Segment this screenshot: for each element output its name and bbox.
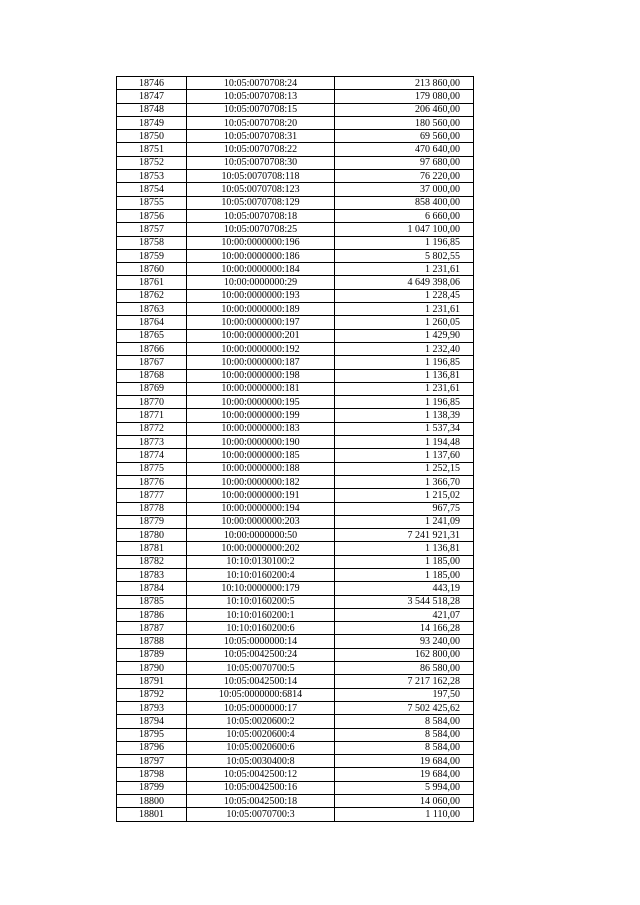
amount-cell: 1 047 100,00 [335,223,474,236]
cadastral-code-cell: 10:00:0000000:198 [187,369,335,382]
cadastral-code-cell: 10:00:0000000:196 [187,236,335,249]
row-number-cell: 18797 [117,755,187,768]
cadastral-code-cell: 10:10:0160200:6 [187,622,335,635]
amount-cell: 1 196,85 [335,396,474,409]
row-number-cell: 18747 [117,90,187,103]
amount-cell: 4 649 398,06 [335,276,474,289]
table-row [117,715,474,728]
table-row [117,755,474,768]
cadastral-code-cell: 10:05:0020600:6 [187,741,335,754]
cadastral-code-cell: 10:10:0130100:2 [187,555,335,568]
amount-cell: 443,19 [335,582,474,595]
table-row [117,502,474,515]
row-number-cell: 18753 [117,170,187,183]
row-number-cell: 18794 [117,715,187,728]
cadastral-code-cell: 10:00:0000000:182 [187,475,335,488]
table-row [117,489,474,502]
cadastral-code-cell: 10:05:0042500:18 [187,795,335,808]
cadastral-code-cell: 10:00:0000000:189 [187,303,335,316]
cadastral-code-cell: 10:05:0070708:30 [187,156,335,169]
amount-cell: 967,75 [335,502,474,515]
table-row [117,316,474,329]
amount-cell: 7 502 425,62 [335,701,474,714]
row-number-cell: 18786 [117,608,187,621]
row-number-cell: 18761 [117,276,187,289]
row-number-cell: 18762 [117,289,187,302]
table-row [117,635,474,648]
row-number-cell: 18755 [117,196,187,209]
cadastral-code-cell: 10:05:0070708:31 [187,130,335,143]
amount-cell: 1 194,48 [335,436,474,449]
cadastral-code-cell: 10:05:0070708:20 [187,116,335,129]
cadastral-code-cell: 10:00:0000000:181 [187,382,335,395]
table-row [117,622,474,635]
table-row [117,409,474,422]
cadastral-code-cell: 10:05:0020600:4 [187,728,335,741]
table-row [117,116,474,129]
row-number-cell: 18767 [117,356,187,369]
amount-cell: 162 800,00 [335,648,474,661]
row-number-cell: 18779 [117,515,187,528]
row-number-cell: 18750 [117,130,187,143]
cadastral-code-cell: 10:00:0000000:187 [187,356,335,369]
cadastral-code-cell: 10:00:0000000:203 [187,515,335,528]
amount-cell: 14 060,00 [335,795,474,808]
amount-cell: 1 136,81 [335,369,474,382]
table-row [117,236,474,249]
table-row [117,77,474,90]
cadastral-code-cell: 10:00:0000000:186 [187,249,335,262]
cadastral-code-cell: 10:05:0042500:12 [187,768,335,781]
row-number-cell: 18791 [117,675,187,688]
cadastral-code-cell: 10:00:0000000:183 [187,422,335,435]
row-number-cell: 18798 [117,768,187,781]
table-body [117,77,474,822]
table-row [117,515,474,528]
cadastral-code-cell: 10:10:0160200:4 [187,568,335,581]
amount-cell: 180 560,00 [335,116,474,129]
row-number-cell: 18775 [117,462,187,475]
row-number-cell: 18774 [117,449,187,462]
amount-cell: 19 684,00 [335,768,474,781]
table-row [117,422,474,435]
row-number-cell: 18783 [117,568,187,581]
cadastral-code-cell: 10:00:0000000:188 [187,462,335,475]
row-number-cell: 18758 [117,236,187,249]
cadastral-code-cell: 10:10:0160200:5 [187,595,335,608]
row-number-cell: 18773 [117,436,187,449]
cadastral-code-cell: 10:05:0000000:6814 [187,688,335,701]
cadastral-code-cell: 10:00:0000000:185 [187,449,335,462]
row-number-cell: 18789 [117,648,187,661]
amount-cell: 1 196,85 [335,236,474,249]
row-number-cell: 18787 [117,622,187,635]
table-row [117,542,474,555]
amount-cell: 1 366,70 [335,475,474,488]
table-row [117,436,474,449]
amount-cell: 93 240,00 [335,635,474,648]
row-number-cell: 18751 [117,143,187,156]
cadastral-code-cell: 10:05:0070708:129 [187,196,335,209]
cadastral-code-cell: 10:05:0042500:24 [187,648,335,661]
row-number-cell: 18754 [117,183,187,196]
table-row [117,382,474,395]
row-number-cell: 18780 [117,529,187,542]
amount-cell: 76 220,00 [335,170,474,183]
cadastral-code-cell: 10:00:0000000:199 [187,409,335,422]
table-row [117,170,474,183]
table-row [117,808,474,821]
table-row [117,462,474,475]
amount-cell: 1 185,00 [335,555,474,568]
table-row [117,276,474,289]
amount-cell: 97 680,00 [335,156,474,169]
amount-cell: 1 137,60 [335,449,474,462]
table-row [117,728,474,741]
amount-cell: 1 252,15 [335,462,474,475]
cadastral-code-cell: 10:00:0000000:190 [187,436,335,449]
amount-cell: 197,50 [335,688,474,701]
cadastral-code-cell: 10:05:0070700:5 [187,662,335,675]
table-row [117,342,474,355]
row-number-cell: 18756 [117,209,187,222]
cadastral-code-cell: 10:05:0020600:2 [187,715,335,728]
row-number-cell: 18795 [117,728,187,741]
row-number-cell: 18746 [117,77,187,90]
amount-cell: 5 802,55 [335,249,474,262]
table-row [117,701,474,714]
row-number-cell: 18778 [117,502,187,515]
cadastral-code-cell: 10:05:0000000:14 [187,635,335,648]
data-table [116,76,474,822]
row-number-cell: 18792 [117,688,187,701]
cadastral-code-cell: 10:05:0070708:22 [187,143,335,156]
row-number-cell: 18793 [117,701,187,714]
amount-cell: 69 560,00 [335,130,474,143]
row-number-cell: 18757 [117,223,187,236]
table-row [117,289,474,302]
amount-cell: 1 231,61 [335,382,474,395]
amount-cell: 213 860,00 [335,77,474,90]
amount-cell: 1 136,81 [335,542,474,555]
cadastral-code-cell: 10:00:0000000:193 [187,289,335,302]
table-row [117,781,474,794]
table-row [117,648,474,661]
cadastral-code-cell: 10:00:0000000:50 [187,529,335,542]
row-number-cell: 18768 [117,369,187,382]
amount-cell: 86 580,00 [335,662,474,675]
table-row [117,263,474,276]
amount-cell: 1 110,00 [335,808,474,821]
cadastral-code-cell: 10:05:0070708:25 [187,223,335,236]
amount-cell: 421,07 [335,608,474,621]
table-row [117,103,474,116]
row-number-cell: 18764 [117,316,187,329]
table-row [117,90,474,103]
table-row [117,356,474,369]
amount-cell: 858 400,00 [335,196,474,209]
cadastral-code-cell: 10:05:0000000:17 [187,701,335,714]
cadastral-code-cell: 10:00:0000000:194 [187,502,335,515]
table-row [117,449,474,462]
table-row [117,795,474,808]
row-number-cell: 18796 [117,741,187,754]
cadastral-code-cell: 10:00:0000000:197 [187,316,335,329]
cadastral-code-cell: 10:00:0000000:29 [187,276,335,289]
table-row [117,143,474,156]
cadastral-code-cell: 10:00:0000000:195 [187,396,335,409]
cadastral-code-cell: 10:05:0042500:14 [187,675,335,688]
cadastral-code-cell: 10:00:0000000:201 [187,329,335,342]
row-number-cell: 18784 [117,582,187,595]
row-number-cell: 18777 [117,489,187,502]
cadastral-code-cell: 10:00:0000000:202 [187,542,335,555]
amount-cell: 8 584,00 [335,741,474,754]
cadastral-code-cell: 10:00:0000000:192 [187,342,335,355]
amount-cell: 1 537,34 [335,422,474,435]
row-number-cell: 18760 [117,263,187,276]
cadastral-code-cell: 10:05:0070708:13 [187,90,335,103]
row-number-cell: 18781 [117,542,187,555]
amount-cell: 1 185,00 [335,568,474,581]
table-row [117,156,474,169]
table-row [117,529,474,542]
amount-cell: 1 196,85 [335,356,474,369]
row-number-cell: 18763 [117,303,187,316]
amount-cell: 1 138,39 [335,409,474,422]
row-number-cell: 18776 [117,475,187,488]
amount-cell: 1 241,09 [335,515,474,528]
cadastral-code-cell: 10:05:0070708:118 [187,170,335,183]
table-row [117,475,474,488]
cadastral-code-cell: 10:05:0070700:3 [187,808,335,821]
row-number-cell: 18766 [117,342,187,355]
table-row [117,196,474,209]
amount-cell: 1 231,61 [335,303,474,316]
table-row [117,595,474,608]
table-row [117,768,474,781]
amount-cell: 8 584,00 [335,715,474,728]
cadastral-code-cell: 10:05:0042500:16 [187,781,335,794]
amount-cell: 206 460,00 [335,103,474,116]
row-number-cell: 18765 [117,329,187,342]
cadastral-code-cell: 10:00:0000000:191 [187,489,335,502]
row-number-cell: 18772 [117,422,187,435]
row-number-cell: 18782 [117,555,187,568]
amount-cell: 19 684,00 [335,755,474,768]
amount-cell: 1 215,02 [335,489,474,502]
amount-cell: 7 241 921,31 [335,529,474,542]
table-row [117,303,474,316]
row-number-cell: 18771 [117,409,187,422]
amount-cell: 470 640,00 [335,143,474,156]
row-number-cell: 18749 [117,116,187,129]
amount-cell: 5 994,00 [335,781,474,794]
row-number-cell: 18769 [117,382,187,395]
amount-cell: 1 231,61 [335,263,474,276]
amount-cell: 7 217 162,28 [335,675,474,688]
table-row [117,130,474,143]
table-row [117,369,474,382]
cadastral-code-cell: 10:05:0070708:24 [187,77,335,90]
row-number-cell: 18790 [117,662,187,675]
table-row [117,223,474,236]
row-number-cell: 18752 [117,156,187,169]
cadastral-code-cell: 10:05:0030400:8 [187,755,335,768]
amount-cell: 6 660,00 [335,209,474,222]
cadastral-code-cell: 10:05:0070708:18 [187,209,335,222]
table-row [117,688,474,701]
row-number-cell: 18785 [117,595,187,608]
cadastral-code-cell: 10:00:0000000:184 [187,263,335,276]
cadastral-code-cell: 10:10:0000000:179 [187,582,335,595]
table-row [117,662,474,675]
row-number-cell: 18748 [117,103,187,116]
amount-cell: 1 260,05 [335,316,474,329]
amount-cell: 37 000,00 [335,183,474,196]
amount-cell: 8 584,00 [335,728,474,741]
table-row [117,329,474,342]
table-row [117,183,474,196]
cadastral-code-cell: 10:10:0160200:1 [187,608,335,621]
table-row [117,608,474,621]
amount-cell: 14 166,28 [335,622,474,635]
table-row [117,249,474,262]
table-row [117,582,474,595]
table-row [117,675,474,688]
row-number-cell: 18800 [117,795,187,808]
table-row [117,741,474,754]
cadastral-code-cell: 10:05:0070708:15 [187,103,335,116]
amount-cell: 1 232,40 [335,342,474,355]
row-number-cell: 18801 [117,808,187,821]
amount-cell: 179 080,00 [335,90,474,103]
amount-cell: 3 544 518,28 [335,595,474,608]
row-number-cell: 18799 [117,781,187,794]
row-number-cell: 18759 [117,249,187,262]
cadastral-code-cell: 10:05:0070708:123 [187,183,335,196]
row-number-cell: 18770 [117,396,187,409]
table-row [117,396,474,409]
table-row [117,568,474,581]
row-number-cell: 18788 [117,635,187,648]
amount-cell: 1 228,45 [335,289,474,302]
table-row [117,555,474,568]
table-row [117,209,474,222]
amount-cell: 1 429,90 [335,329,474,342]
